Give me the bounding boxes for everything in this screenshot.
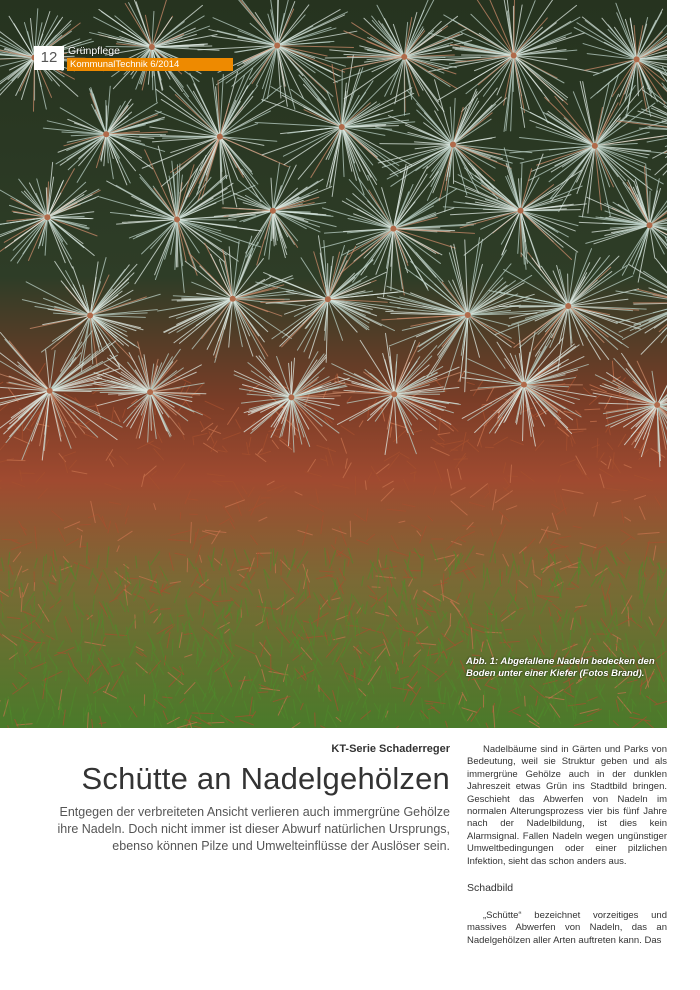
series-label: KT-Serie Schaderreger: [331, 743, 450, 755]
body-paragraph-2: „Schütte“ bezeichnet vorzeitiges und massives Abwerfen von Nadeln, das an Nadelgehölzen aller Arten auftreten kann. Das: [467, 910, 667, 946]
body-paragraph-1: Nadelbäume sind in Gärten und Parks von Bedeutung, weil sie Struktur geben und als immergrüne Gehölze auch in der dunklen Jahreszeit etwas Grün ins Stadtbild bringen. Geschieht das Abwerfen von Nadeln im normalen Alterungsprozess vier bis fünf Jahre nach der Nadelbildung, ist dies kein Alarmsignal. Fallen Nadeln wegen ungünstiger Umweltbedingungen oder einer pilzlichen Infektion, sieht das schon anders aus.: [467, 744, 667, 867]
page-number: 12: [34, 46, 64, 70]
magazine-issue-bar: KommunalTechnik 6/2014: [67, 58, 233, 71]
subheading-schadbild: Schadbild: [467, 882, 514, 894]
page-margin: [667, 0, 700, 990]
section-label: Grünpflege: [68, 45, 120, 57]
photo-caption: Abb. 1: Abgefallene Nadeln bedecken den Boden unter einer Kiefer (Fotos Brand).: [466, 656, 655, 679]
article-headline: Schütte an Nadelgehölzen: [81, 761, 450, 796]
article-lead: Entgegen der verbreiteten Ansicht verlieren auch immergrüne Gehölze ihre Nadeln. Doch nicht immer ist dieser Abwurf natürlichen Ursprungs, ebenso können Pilze und Umwelteinflüsse der Auslöser sein.: [57, 805, 450, 853]
